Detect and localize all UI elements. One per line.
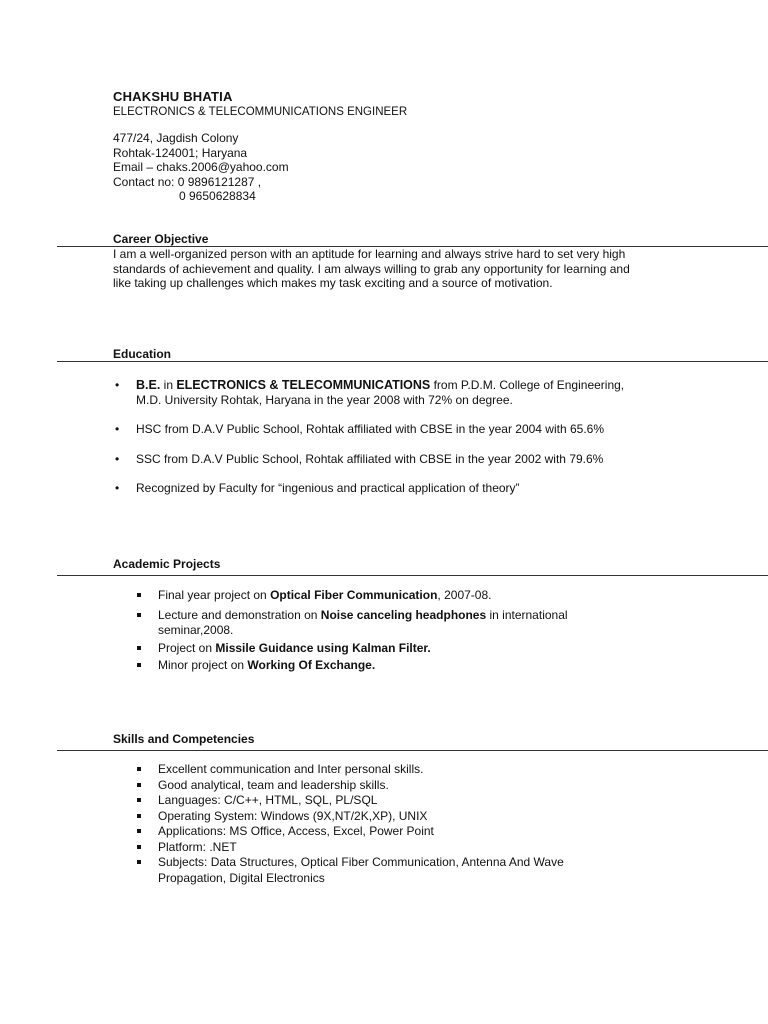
bullet-icon: • [115, 451, 120, 466]
section-divider [57, 361, 768, 362]
education-list [113, 378, 713, 511]
list-item: Project on Missile Guidance using Kalman Filter. [113, 641, 713, 657]
list-item: Final year project on Optical Fiber Communication, 2007-08. [113, 588, 713, 604]
square-bullet-icon [137, 613, 141, 617]
career-objective-text [113, 247, 673, 291]
phone-line-1: Contact no: 0 9896121287 , [113, 174, 262, 189]
objective-line: like taking up challenges which makes my task exciting and a source of motivation. [113, 276, 553, 290]
degree-field: ELECTRONICS & TELECOMMUNICATIONS [176, 378, 431, 392]
email-line: Email – chaks.2006@yahoo.com [113, 160, 289, 174]
square-bullet-icon [137, 829, 141, 833]
list-item: Excellent communication and Inter personal skills. [113, 762, 713, 778]
bullet-icon: • [115, 481, 120, 495]
list-item: • Recognized by Faculty for “ingenious and practical application of theory” [115, 481, 520, 495]
contact-block [113, 131, 289, 204]
square-bullet-icon [137, 860, 141, 864]
skills-list [113, 762, 713, 886]
bullet-icon: • [115, 422, 120, 436]
list-item: Minor project on Working Of Exchange. [113, 658, 713, 674]
square-bullet-icon [137, 798, 141, 802]
section-heading-career-objective: Career Objective [113, 232, 209, 246]
degree-label: B.E. [136, 378, 161, 392]
square-bullet-icon [137, 646, 141, 650]
list-item: Languages: C/C++, HTML, SQL, PL/SQL [113, 793, 713, 809]
list-item: Good analytical, team and leadership skills. [113, 778, 713, 794]
address-line-1: 477/24, Jagdish Colony [113, 131, 239, 145]
square-bullet-icon [137, 593, 141, 597]
section-heading-skills: Skills and Competencies [113, 732, 255, 746]
square-bullet-icon [137, 845, 141, 849]
candidate-title: ELECTRONICS & TELECOMMUNICATIONS ENGINEER [113, 106, 408, 118]
list-item: Operating System: Windows (9X,NT/2K,XP), UNIX [113, 809, 713, 825]
academic-projects-list [113, 588, 713, 674]
list-item: • B.E. in ELECTRONICS & TELECOMMUNICATIONS from P.D.M. College of Engineering, M.D. University Rohtak, Haryana in the year 2008 with 72% on degree. [115, 378, 625, 407]
section-heading-academic-projects: Academic Projects [113, 557, 221, 571]
list-item: Platform: .NET [113, 840, 713, 856]
address-line-2: Rohtak-124001; Haryana [113, 145, 248, 160]
objective-line: I am a well-organized person with an aptitude for learning and always strive hard to set very high [113, 247, 626, 261]
objective-line: standards of achievement and quality. I am always willing to grab any opportunity for learning and [113, 261, 630, 276]
section-heading-education: Education [113, 347, 172, 361]
list-item: Lecture and demonstration on Noise canceling headphones in international seminar,2008. [113, 608, 713, 639]
phone-line-2: 0 9650628834 [179, 189, 256, 203]
square-bullet-icon [137, 663, 141, 667]
list-item: • HSC from D.A.V Public School, Rohtak affiliated with CBSE in the year 2004 with 65.6% [115, 422, 605, 436]
square-bullet-icon [137, 814, 141, 818]
list-item: • SSC from D.A.V Public School, Rohtak affiliated with CBSE in the year 2002 with 79.6% [115, 451, 604, 466]
square-bullet-icon [137, 767, 141, 771]
bullet-icon: • [115, 378, 120, 392]
list-item: Applications: MS Office, Access, Excel, Power Point [113, 824, 713, 840]
square-bullet-icon [137, 783, 141, 787]
section-divider [57, 750, 768, 751]
candidate-name: CHAKSHU BHATIA [113, 89, 233, 104]
list-item: Subjects: Data Structures, Optical Fiber Communication, Antenna And Wave Propagation, Digital Electronics [113, 855, 713, 886]
section-divider [57, 575, 768, 576]
